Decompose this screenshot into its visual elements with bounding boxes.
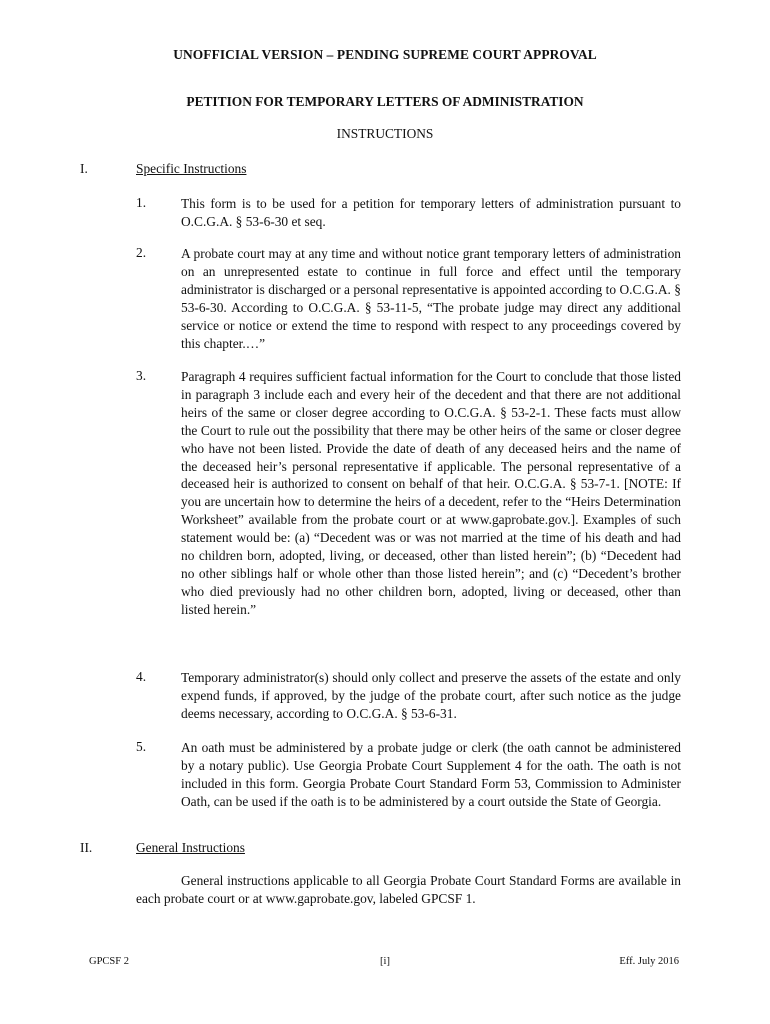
item-text: An oath must be administered by a probate judge or clerk (the oath cannot be administered by a notary public). Use Georgia Probate Court Supplement 4 for the oath. The oath is not included in this form. Georgia Probate Court Standard Form 53, Commission to Administer Oath, can be used if the oath is to be administered by a court outside the State of Georgia. [181,740,681,809]
instruction-item-3 [136,368,681,619]
item-number: 1. [136,195,147,210]
form-title: PETITION FOR TEMPORARY LETTERS OF ADMINISTRATION [186,94,584,109]
footer-form-code: GPCSF 2 [89,956,129,967]
item-number: 3. [136,368,147,383]
instruction-item-5 [136,739,681,811]
unofficial-version-banner: UNOFFICIAL VERSION – PENDING SUPREME COURT APPROVAL [173,47,597,62]
instruction-item-4 [136,669,681,723]
section-i-numeral: I. [80,161,88,176]
item-number: 5. [136,739,147,754]
footer-effective-date: Eff. July 2016 [619,956,679,967]
item-number: 4. [136,669,147,684]
item-number: 2. [136,245,147,260]
footer-page-number: [i] [380,956,390,967]
instruction-item-2 [136,245,681,352]
item-text: This form is to be used for a petition for temporary letters of administration pursuant to O.C.G.A. § 53-6-30 et seq. [181,196,681,229]
section-ii-title: General Instructions [136,840,245,855]
general-instructions-paragraph: General instructions applicable to all Georgia Probate Court Standard Forms are available in each probate court or at www.gaprobate.gov, labeled GPCSF 1. [136,873,681,906]
instructions-heading: INSTRUCTIONS [336,126,434,141]
item-text: A probate court may at any time and without notice grant temporary letters of administration on an unrepresented estate to continue in full force and effect until the temporary administrator is discharged or a personal representative is appointed according to O.C.G.A. § 53-6-30. According to O.C.G.A. § 53-11-5, “The probate judge may direct any additional service or notice or extend the time to respond with respect to any proceedings covered by this chapter.…” [181,246,681,351]
section-ii-numeral: II. [80,840,93,855]
instruction-item-1 [136,195,681,231]
item-text: Paragraph 4 requires sufficient factual information for the Court to conclude that those listed in paragraph 3 include each and every heir of the decedent and that there are not additional heirs of the same or closer degree according to O.C.G.A. § 53-2-1. These facts must allow the Court to rule out the possibility that there may be other heirs of the same or closer degree who have not been listed. Provide the date of death of any deceased heirs and the name of the deceased heir’s personal representative if applicable. The personal representative of a deceased heir is authorized to consent on behalf of that heir. O.C.G.A. § 53-7-1. [NOTE: If you are uncertain how to determine the heirs of a decedent, refer to the “Heirs Determination Worksheet” available from the probate court or at www.gaprobate.gov.]. Examples of such statement would be: (a) “Decedent was or was not married at the time of his death and had no children born, adopted, living, or deceased, other than listed herein”; (b) “Decedent had no other siblings half or whole other than those listed herein”; and (c) “Decedent’s brother who died previously had no other children born, adopted, living or deceased, other than listed herein.” [181,369,681,617]
item-text: Temporary administrator(s) should only collect and preserve the assets of the estate and only expend funds, if approved, by the judge of the probate court, after such notice as the judge deems necessary, according to O.C.G.A. § 53-6-31. [181,670,681,721]
section-i-title: Specific Instructions [136,161,247,176]
